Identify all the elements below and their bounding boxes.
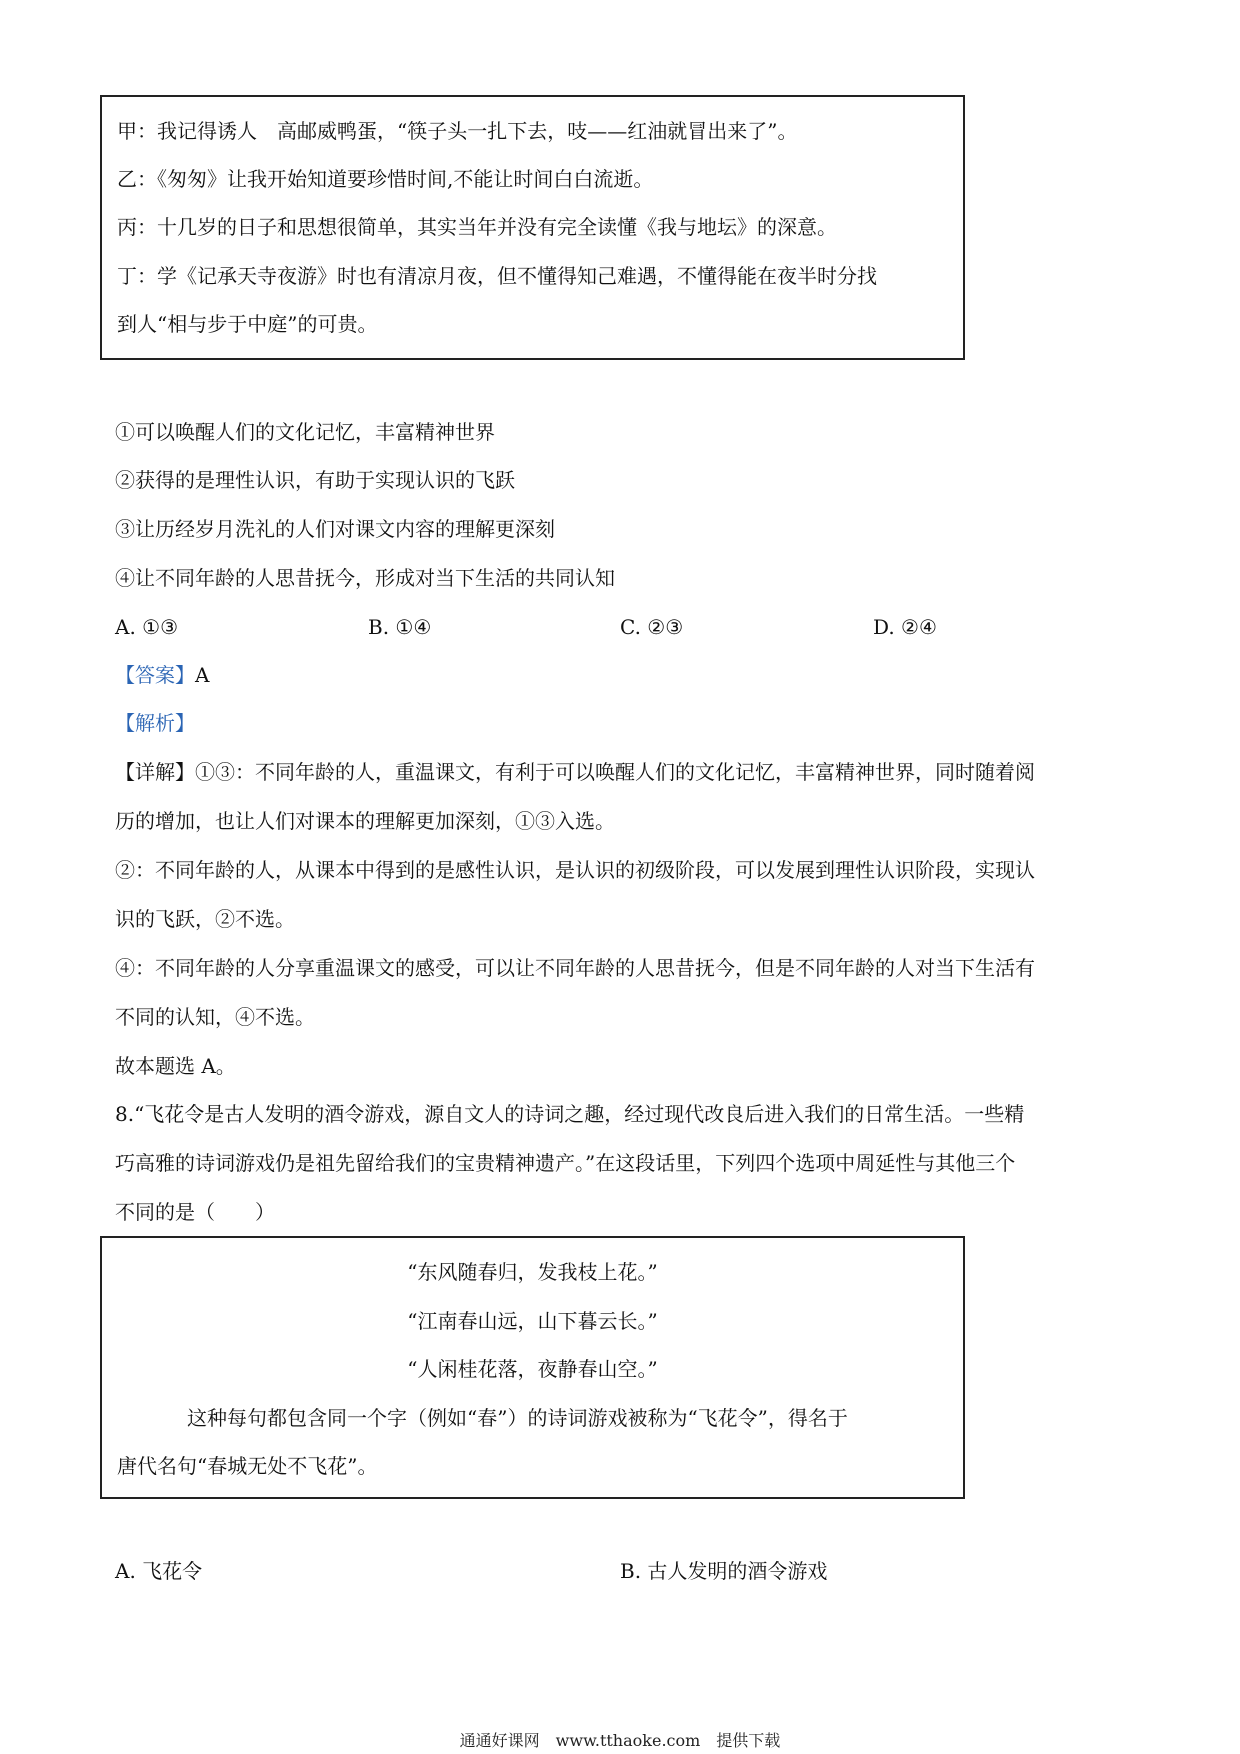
quote-box-1 (100, 95, 965, 360)
box1-line-3: 丙：十几岁的日子和思想很简单，其实当年并没有完全读懂《我与地坛》的深意。 (117, 215, 837, 239)
box1-line-4: 丁：学《记承天寺夜游》时也有清凉月夜，但不懂得知己难遇，不懂得能在夜半时分找 (117, 264, 877, 288)
statement-3: ③让历经岁月洗礼的人们对课文内容的理解更深刻 (115, 517, 555, 541)
q8-line-3: 不同的是（ ） (115, 1200, 275, 1224)
choice-d: D. ②④ (873, 615, 937, 639)
box2-text-1: 这种每句都包含同一个字（例如“春”）的诗词游戏被称为“飞花令”，得名于 (187, 1406, 848, 1430)
box2-text-2: 唐代名句“春城无处不飞花”。 (117, 1454, 378, 1478)
quote-box-2 (100, 1236, 965, 1499)
detail-line-3: ②：不同年龄的人，从课本中得到的是感性认识，是认识的初级阶段，可以发展到理性认识阶段，实现认 (115, 858, 1035, 882)
detail-line-7: 故本题选 A。 (115, 1054, 236, 1078)
answer-row (115, 661, 209, 689)
answer-tag: 【答案】 (115, 663, 195, 687)
analysis-tag: 【解析】 (115, 711, 195, 735)
poem-line-3: “人闲桂花落，夜静春山空。” (407, 1357, 658, 1381)
q8-choice-a: A. 飞花令 (115, 1559, 203, 1583)
detail-line-6: 不同的认知，④不选。 (115, 1005, 315, 1029)
statement-1: ①可以唤醒人们的文化记忆，丰富精神世界 (115, 420, 495, 444)
answer-value: A (195, 663, 210, 687)
page-footer: 通通好课网 www.tthaoke.com 提供下载 (459, 1731, 781, 1750)
detail-line-5: ④：不同年龄的人分享重温课文的感受，可以让不同年龄的人思昔抚今，但是不同年龄的人对当下生活有 (115, 956, 1035, 980)
statement-2: ②获得的是理性认识，有助于实现认识的飞跃 (115, 468, 515, 492)
detail-line-4: 识的飞跃，②不选。 (115, 907, 295, 931)
choice-b: B. ①④ (368, 615, 432, 639)
analysis-row (115, 709, 195, 737)
detail-line-1: 【详解】①③：不同年龄的人，重温课文，有利于可以唤醒人们的文化记忆，丰富精神世界，同时随着阅 (115, 760, 1035, 784)
poem-line-2: “江南春山远，山下暮云长。” (407, 1309, 658, 1333)
box1-line-1: 甲：我记得诱人 高邮威鸭蛋，“筷子头一扎下去，吱——红油就冒出来了”。 (117, 119, 798, 143)
detail-line-2: 历的增加，也让人们对课本的理解更加深刻，①③入选。 (115, 809, 615, 833)
box1-line-2: 乙：《匆匆》让我开始知道要珍惜时间,不能让时间白白流逝。 (117, 167, 654, 191)
choice-a: A. ①③ (115, 615, 179, 639)
q8-line-2: 巧高雅的诗词游戏仍是祖先留给我们的宝贵精神遗产。”在这段话里，下列四个选项中周延性与其他三个 (115, 1151, 1016, 1175)
q8-choice-b: B. 古人发明的酒令游戏 (620, 1559, 828, 1583)
choice-c: C. ②③ (620, 615, 684, 639)
box1-line-5: 到人“相与步于中庭”的可贵。 (117, 312, 378, 336)
q8-line-1: 8.“飞花令是古人发明的酒令游戏，源自文人的诗词之趣，经过现代改良后进入我们的日常生活。一些精 (115, 1102, 1025, 1126)
statement-4: ④让不同年龄的人思昔抚今，形成对当下生活的共同认知 (115, 566, 615, 590)
poem-line-1: “东风随春归，发我枝上花。” (407, 1260, 658, 1284)
